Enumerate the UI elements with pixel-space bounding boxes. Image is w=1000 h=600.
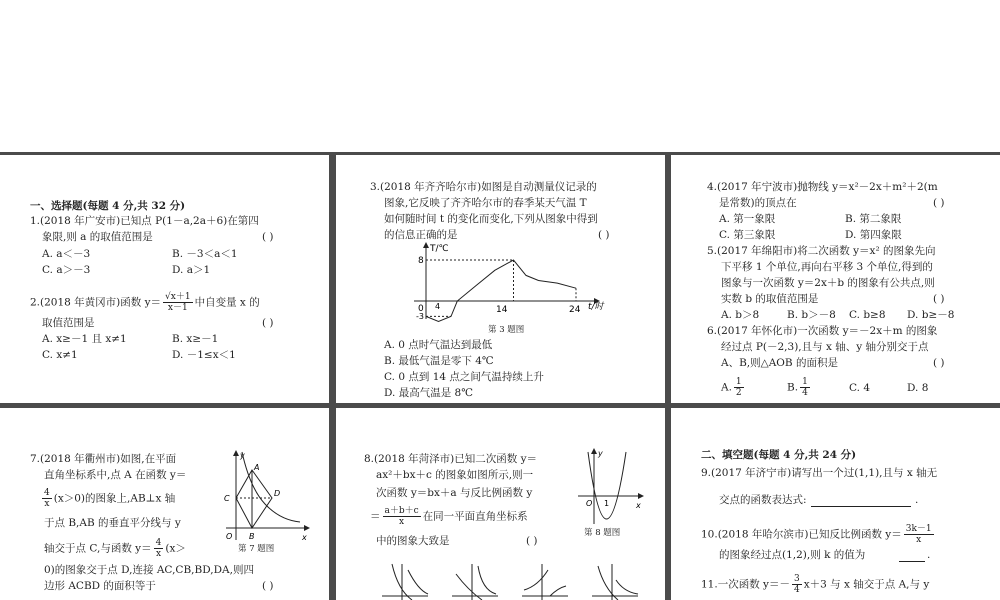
q9-period: . — [915, 494, 919, 506]
page-panel-q4-q6 — [671, 155, 1000, 403]
q1-answer-paren: ( ) — [262, 231, 274, 243]
tick-x-0: 0 — [418, 304, 424, 314]
q1-option-a: A. a＜－3 — [42, 248, 91, 260]
q7-x-arrow — [304, 525, 310, 531]
q6-b-denominator: 4 — [802, 388, 808, 398]
q7-line5-text: 轴交于点 C,与函数 y＝ — [44, 542, 152, 555]
q2-option-d: D. －1≤x＜1 — [172, 349, 236, 361]
q4-line2: 是常数)的顶点在 — [719, 197, 797, 209]
q7-line4: 于点 B,AB 的垂直平分线与 y — [44, 517, 181, 529]
q3-option-a: A. 0 点时气温达到最低 — [384, 339, 493, 351]
q1-option-d: D. a＞1 — [172, 264, 211, 276]
q11-fraction — [792, 574, 802, 595]
q2-option-b: B. x≥－1 — [172, 333, 219, 345]
q7-f1-denominator: x — [44, 499, 50, 509]
q7-label-y: y — [240, 451, 245, 460]
q6-option-a — [721, 377, 746, 398]
q7-f1-numerator: 4 — [44, 488, 50, 498]
q8-x-arrow — [638, 493, 644, 499]
q6-answer-paren: ( ) — [933, 357, 945, 369]
chart-x-label: t/时 — [588, 302, 604, 312]
q7-fraction-2 — [154, 538, 164, 559]
q7-line3-text: (x＞0)的图象上,AB⊥x 轴 — [53, 492, 176, 505]
q7-hyperbola — [242, 452, 300, 522]
q2-line1 — [30, 292, 260, 313]
q1-option-b: B. －3＜a＜1 — [172, 248, 238, 260]
q8-label-x: x — [636, 501, 641, 510]
q5-answer-paren: ( ) — [933, 293, 945, 305]
q7-line1: 7.(2018 年衢州市)如图,在平面 — [30, 453, 177, 465]
q9-answer-blank[interactable] — [811, 506, 911, 507]
q6-line2: 经过点 P(－2,3),且与 x 轴、y 轴分别交于点 — [721, 341, 929, 353]
q10-answer-blank[interactable] — [899, 561, 925, 562]
q8-line1: 8.(2018 年菏泽市)已知二次函数 y＝ — [364, 453, 538, 465]
q1-line1: 1.(2018 年广安市)已知点 P(1－a,2a＋6)在第四 — [30, 215, 259, 227]
q7-fraction-1 — [42, 488, 52, 509]
q6-option-b-fraction — [800, 377, 810, 398]
chart-y-label: T/℃ — [430, 244, 449, 254]
q5-line3: 图象与一次函数 y＝2x＋b 的图象有公共点,则 — [721, 277, 935, 289]
q6-a-denominator: 2 — [735, 388, 742, 398]
tick-x-14: 14 — [496, 305, 508, 315]
q1-line2: 象限,则 a 的取值范围是 — [42, 231, 153, 243]
q9-line2: 交点的函数表达式: — [719, 494, 807, 506]
q5-option-d: D. b≥－8 — [907, 309, 955, 321]
q5-line4: 实数 b 的取值范围是 — [721, 293, 819, 305]
q2-line2: 取值范围是 — [42, 317, 95, 329]
q4-line1: 4.(2017 年宁波市)抛物线 y＝x²－2x＋m²＋2(m — [707, 181, 938, 193]
q5-option-b: B. b＞－8 — [787, 309, 836, 321]
temperature-chart — [336, 239, 665, 329]
q8-option-graphs — [372, 560, 665, 600]
q4-option-a: A. 第一象限 — [719, 213, 776, 225]
q7-answer-paren: ( ) — [262, 580, 274, 592]
q6-option-d: D. 8 — [907, 382, 929, 394]
q7-line3 — [40, 488, 175, 509]
q2-numerator: √x＋1 — [165, 292, 191, 302]
q7-f2-denominator: x — [155, 549, 162, 559]
q8-line4-text: 在同一平面直角坐标系 — [422, 510, 528, 523]
q6-b-numerator: 1 — [802, 377, 808, 387]
q10-numerator: 3k－1 — [905, 524, 932, 534]
q11-stem: 11.一次函数 y＝－ — [701, 578, 790, 591]
q7-y-arrow — [233, 450, 239, 456]
q8-option-c-graph — [522, 564, 568, 600]
q4-option-d: D. 第四象限 — [845, 229, 902, 241]
q5-option-a: A. b＞8 — [721, 309, 760, 321]
q7-label-a: A — [254, 463, 260, 472]
q2-stem: 2.(2018 年黄冈市)函数 y＝ — [30, 296, 162, 309]
q5-line2: 下平移 1 个单位,再向右平移 3 个单位,得到的 — [721, 261, 933, 273]
q8-numerator: a＋b＋c — [384, 506, 419, 516]
q11-line1 — [701, 574, 929, 595]
q4-option-c: C. 第三象限 — [719, 229, 776, 241]
q7-line2: 直角坐标系中,点 A 在函数 y＝ — [44, 469, 187, 481]
q8-denominator: x — [399, 517, 405, 527]
q7-line7: 边形 ACBD 的面积等于 — [44, 580, 156, 592]
q10-period: . — [927, 549, 931, 561]
q9-line1: 9.(2017 年济宁市)请写出一个过(1,1),且与 x 轴无 — [701, 467, 938, 479]
q11-numerator: 3 — [793, 574, 800, 584]
q2-answer-paren: ( ) — [262, 317, 274, 329]
tick-y-minus3: -3 — [416, 312, 424, 321]
q10-stem: 10.(2018 年哈尔滨市)已知反比例函数 y＝ — [701, 528, 902, 541]
q6-option-a-fraction — [734, 377, 744, 398]
q2-fraction — [163, 292, 193, 313]
q7-line5 — [44, 538, 186, 559]
q6-line3: A、B,则△AOB 的面积是 — [721, 357, 838, 369]
section-title-fill-in: 二、填空题(每题 4 分,共 24 分) — [701, 449, 857, 461]
q10-fraction — [904, 524, 934, 545]
q6-option-b-letter: B. — [787, 381, 799, 394]
q7-line5-end: (x＞ — [165, 542, 186, 555]
q7-figure — [220, 448, 310, 548]
q6-a-numerator: 1 — [735, 377, 742, 387]
page-panel-q1-q2 — [0, 155, 329, 403]
q5-line1: 5.(2017 年绵阳市)将二次函数 y＝x² 的图象先向 — [707, 245, 936, 257]
q10-denominator: x — [916, 535, 922, 545]
q8-y-arrow — [591, 448, 597, 454]
chart-y-arrow — [423, 242, 429, 248]
tick-x-4: 4 — [435, 302, 441, 311]
q7-line6: 0)的图象交于点 D,连接 AC,CB,BD,DA,则四 — [44, 564, 254, 576]
q8-label-1: 1 — [604, 499, 610, 508]
q8-line4: ＝ $\frac{a+b+c}{x}$ 在同一平面直角坐标系 — [370, 506, 528, 527]
q10-line2: 的图象经过点(1,2),则 k 的值为 — [719, 549, 866, 561]
tick-x-24: 24 — [569, 305, 581, 315]
q3-line1: 3.(2018 年齐齐哈尔市)如图是自动测量仪记录的 — [370, 181, 597, 193]
page-panel-q7 — [0, 408, 329, 600]
q8-option-b-graph — [452, 564, 498, 600]
q6-option-c: C. 4 — [849, 382, 871, 394]
page-panel-q8 — [336, 408, 665, 600]
q8-figure-caption: 第 8 题图 — [584, 528, 621, 538]
q6-option-b — [787, 377, 812, 398]
q3-line4: 的信息正确的是 — [384, 229, 458, 241]
q2-denominator: x－1 — [167, 303, 188, 313]
q7-label-x: x — [302, 533, 307, 542]
page-panel-fill-in — [671, 408, 1000, 600]
q6-line1: 6.(2017 年怀化市)一次函数 y＝－2x＋m 的图象 — [707, 325, 938, 337]
q8-option-a-graph — [382, 564, 428, 600]
q8-label-o: O — [586, 499, 593, 508]
q8-line3: 次函数 y＝bx＋a 与反比例函数 y — [376, 487, 533, 499]
top-blank-area — [0, 0, 1000, 152]
q8-label-y: y — [598, 449, 603, 458]
q8-answer-paren: ( ) — [526, 535, 538, 547]
q3-line2: 图象,它反映了齐齐哈尔市的春季某天气温 T — [384, 197, 587, 209]
q7-label-b: B — [249, 532, 255, 541]
q5-option-c: C. b≥8 — [849, 309, 886, 321]
q3-option-d: D. 最高气温是 8℃ — [384, 387, 473, 399]
section-title-choice: 一、选择题(每题 4 分,共 32 分) — [30, 200, 186, 212]
q4-answer-paren: ( ) — [933, 197, 945, 209]
q3-figure-caption: 第 3 题图 — [488, 325, 525, 335]
q7-quadrilateral — [236, 470, 272, 528]
q4-option-b: B. 第二象限 — [845, 213, 902, 225]
q3-answer-paren: ( ) — [598, 229, 610, 241]
q10-line1 — [701, 524, 936, 545]
q2-option-a: A. x≥－1 且 x≠1 — [42, 333, 127, 345]
q7-label-o: O — [226, 532, 233, 541]
q8-line5: 中的图象大致是 — [376, 535, 450, 547]
q6-option-a-letter: A. — [721, 381, 732, 394]
q11-stem-end: x＋3 与 x 轴交于点 A,与 y — [803, 578, 930, 591]
q1-option-c: C. a＞－3 — [42, 264, 91, 276]
q8-fraction — [383, 506, 421, 527]
q7-label-c: C — [224, 494, 230, 503]
q8-line2: ax²＋bx＋c 的图象如图所示,则一 — [376, 469, 534, 481]
q8-parabola-figure — [576, 446, 646, 526]
q2-stem-end: 中自变量 x 的 — [194, 296, 260, 309]
q11-denominator: 4 — [793, 585, 800, 595]
q3-line3: 如何随时间 t 的变化而变化,下列从图象中得到 — [384, 213, 598, 225]
q7-label-d: D — [274, 489, 281, 498]
q7-figure-caption: 第 7 题图 — [238, 544, 275, 554]
q2-option-c: C. x≠1 — [42, 349, 78, 361]
q7-f2-numerator: 4 — [155, 538, 162, 548]
tick-y-8: 8 — [418, 256, 424, 266]
page-panel-q3 — [336, 155, 665, 403]
q8-option-d-graph — [592, 564, 638, 600]
q3-option-c: C. 0 点到 14 点之间气温持续上升 — [384, 371, 544, 383]
q3-option-b: B. 最低气温是零下 4℃ — [384, 355, 494, 367]
